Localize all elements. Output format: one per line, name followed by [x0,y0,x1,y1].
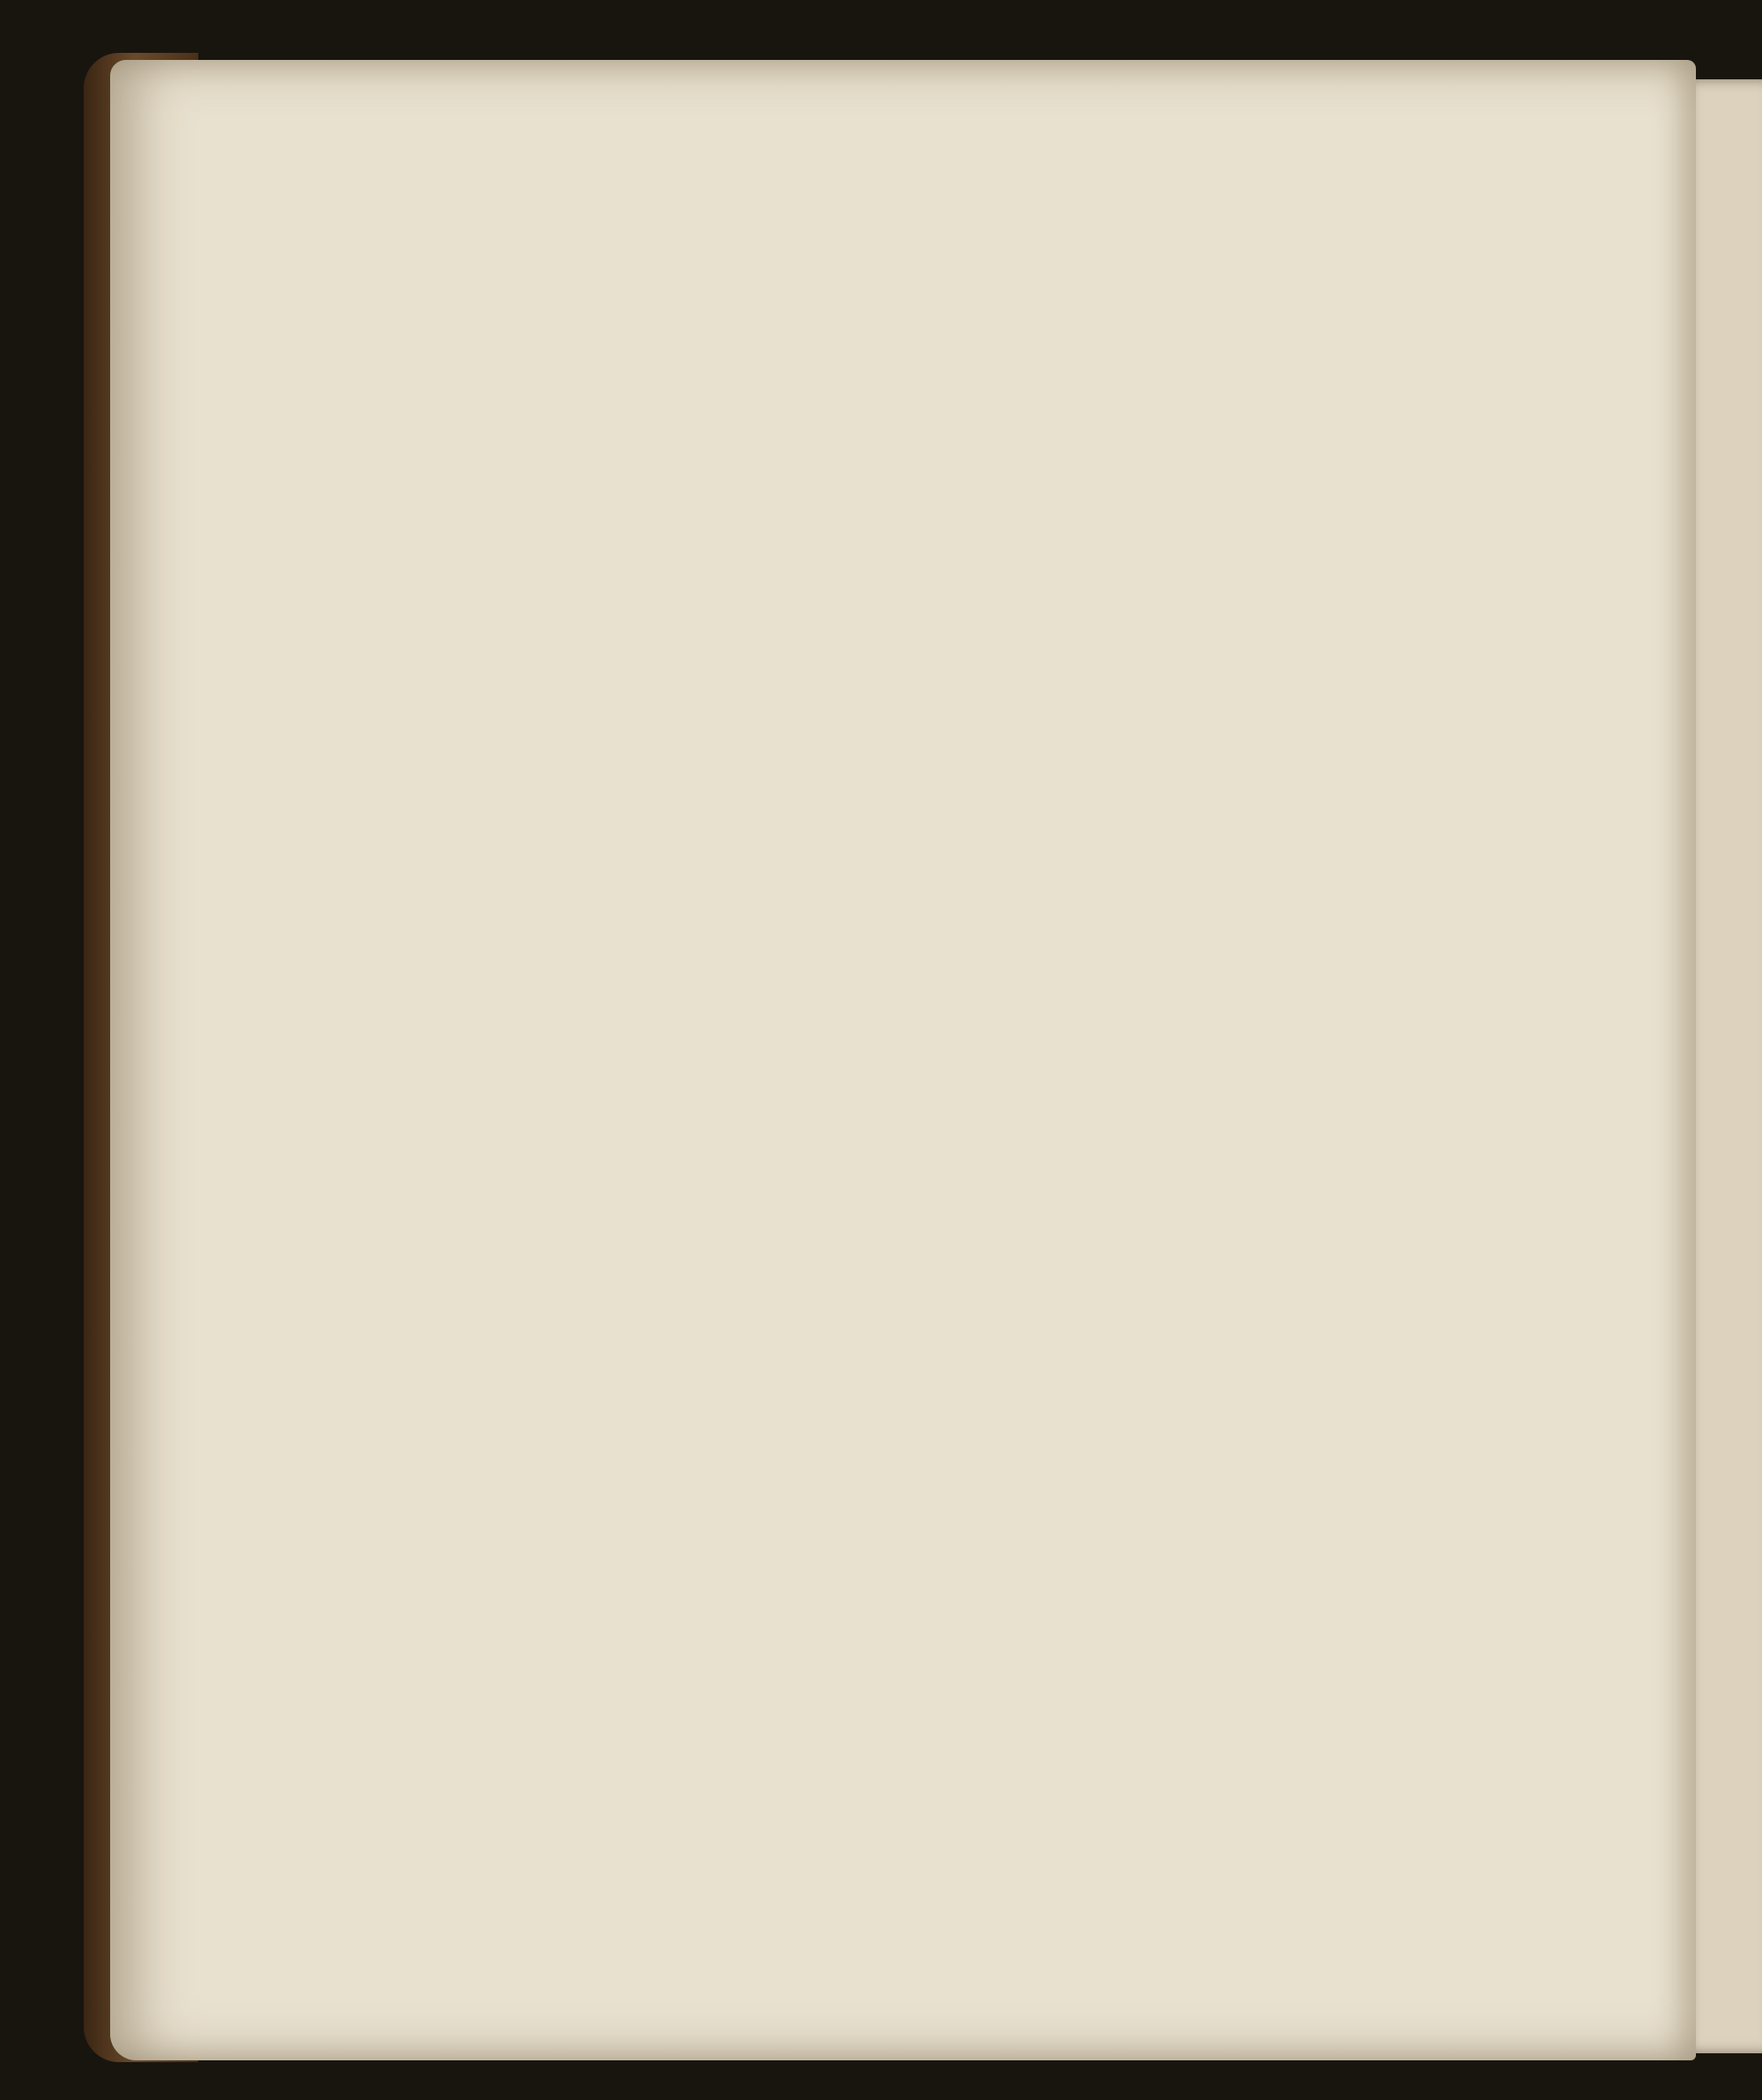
book-page [110,60,1696,2060]
